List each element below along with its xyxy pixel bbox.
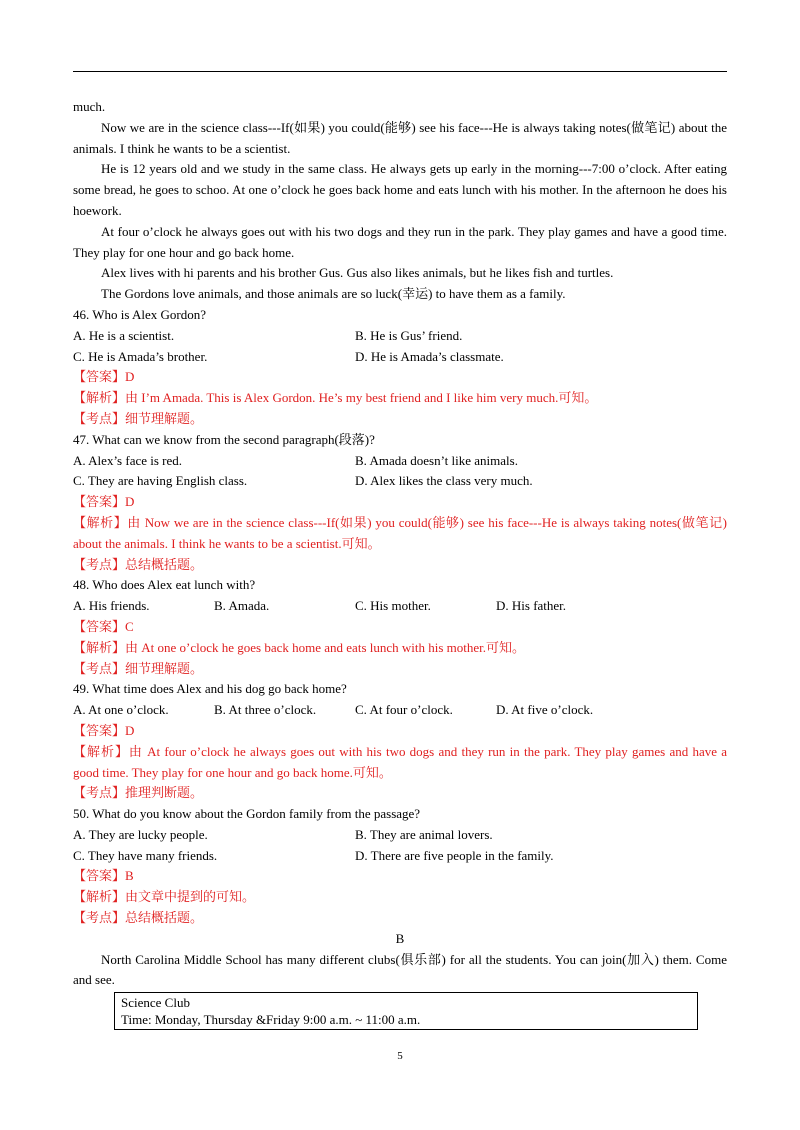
option-c: C. They are having English class. xyxy=(73,473,248,489)
passage-paragraph-1: Now we are in the science class---If(如果) you could(能够) see his face---He is always taking notes(做笔记) about the animals. I think he wants to be a scientist. xyxy=(73,119,727,156)
analysis: 【解析】由文章中提到的可知。 xyxy=(73,889,256,905)
analysis: 【解析】由 Now we are in the science class---If(如果) you could(能够) see his face---He is always taking notes(做笔记) about the animals. I think he wants to be a scientist.可知。 xyxy=(73,514,727,551)
option-d: D. At five o’clock. xyxy=(496,702,594,718)
club-time: Time: Monday, Thursday &Friday 9:00 a.m. ~ 11:00 a.m. xyxy=(121,1012,421,1028)
question-49 xyxy=(73,679,727,804)
answer: 【答案】B xyxy=(73,868,134,884)
passage-paragraph-3: At four o’clock he always goes out with his two dogs and they run in the park. They play games and have a good time. They play for one hour and go back home. xyxy=(73,223,727,260)
option-a: A. Alex’s face is red. xyxy=(73,452,183,468)
page-number: 5 xyxy=(397,1050,403,1062)
option-c: C. His mother. xyxy=(355,598,431,614)
option-d: D. There are five people in the family. xyxy=(355,847,554,863)
option-a: A. His friends. xyxy=(73,598,150,614)
question-text: 47. What can we know from the second paragraph(段落)? xyxy=(73,431,375,447)
question-text: 49. What time does Alex and his dog go back home? xyxy=(73,681,347,697)
analysis: 【解析】由 At one o’clock he goes back home and eats lunch with his mother.可知。 xyxy=(73,639,526,655)
option-b: B. He is Gus’ friend. xyxy=(355,327,463,343)
options-row xyxy=(73,596,727,617)
options-row xyxy=(73,825,727,846)
option-d: D. Alex likes the class very much. xyxy=(355,473,533,489)
option-b: B. Amada doesn’t like animals. xyxy=(355,452,518,468)
option-b: B. They are animal lovers. xyxy=(355,826,493,842)
option-c: C. He is Amada’s brother. xyxy=(73,348,208,364)
option-d: D. He is Amada’s classmate. xyxy=(355,348,504,364)
option-a: A. They are lucky people. xyxy=(73,826,208,842)
passage-paragraph-4: Alex lives with hi parents and his brother Gus. Gus also likes animals, but he likes fish and turtles. xyxy=(101,265,614,281)
test-point: 【考点】细节理解题。 xyxy=(73,410,204,426)
document-content xyxy=(73,97,727,1030)
option-b: B. At three o’clock. xyxy=(214,702,317,718)
section-heading: B xyxy=(395,930,405,946)
answer: 【答案】D xyxy=(73,722,135,738)
passage-continuation: much. xyxy=(73,99,106,114)
passage-paragraph-5: The Gordons love animals, and those animals are so luck(幸运) to have them as a family. xyxy=(101,286,566,302)
option-c: C. At four o’clock. xyxy=(355,702,453,718)
option-b: B. Amada. xyxy=(214,598,270,614)
question-50 xyxy=(73,804,727,929)
answer: 【答案】D xyxy=(73,494,135,510)
option-a: A. At one o’clock. xyxy=(73,702,169,718)
question-47 xyxy=(73,430,727,576)
options-row xyxy=(73,451,727,472)
passage-paragraph-2: He is 12 years old and we study in the same class. He always gets up early in the morning---7:00 o’clock. After eating some bread, he goes to schoo. At one o’clock he goes back home and eats lunch with his mother. In the afternoon he does his hoework. xyxy=(73,161,727,218)
test-point: 【考点】总结概括题。 xyxy=(73,910,204,926)
options-row xyxy=(73,700,727,721)
question-text: 46. Who is Alex Gordon? xyxy=(73,306,206,322)
section-intro: North Carolina Middle School has many different clubs(俱乐部) for all the students. You can join(加入) them. Come and see. xyxy=(73,951,727,988)
question-46 xyxy=(73,305,727,430)
club-info-box xyxy=(114,992,698,1030)
club-name: Science Club xyxy=(121,995,190,1011)
test-point: 【考点】推理判断题。 xyxy=(73,785,204,801)
options-row xyxy=(73,326,727,347)
option-a: A. He is a scientist. xyxy=(73,327,175,343)
question-text: 50. What do you know about the Gordon family from the passage? xyxy=(73,806,421,822)
header-rule xyxy=(73,71,727,72)
options-row xyxy=(73,846,727,867)
test-point: 【考点】细节理解题。 xyxy=(73,660,204,676)
options-row xyxy=(73,347,727,368)
analysis: 【解析】由 I’m Amada. This is Alex Gordon. He’s my best friend and I like him very much.可知。 xyxy=(73,390,598,406)
test-point: 【考点】总结概括题。 xyxy=(73,556,204,572)
answer: 【答案】D xyxy=(73,369,135,385)
answer: 【答案】C xyxy=(73,618,134,634)
options-row xyxy=(73,471,727,492)
option-c: C. They have many friends. xyxy=(73,847,218,863)
question-text: 48. Who does Alex eat lunch with? xyxy=(73,577,256,593)
analysis: 【解析】由 At four o’clock he always goes out with his two dogs and they run in the park. They play games and have a good time. They play for one hour and go back home.可知。 xyxy=(73,743,727,780)
question-48 xyxy=(73,575,727,679)
option-d: D. His father. xyxy=(496,598,567,614)
